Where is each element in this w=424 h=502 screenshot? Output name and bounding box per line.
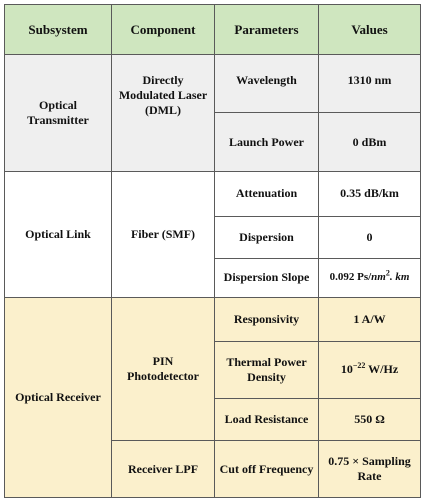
parameter-dispersion: Dispersion [215, 216, 319, 259]
value-attenuation: 0.35 dB/km [319, 172, 421, 217]
value-launch-power: 0 dBm [319, 113, 421, 172]
parameters-table [4, 4, 420, 498]
header-subsystem: Subsystem [5, 5, 112, 55]
parameter-thermal-power-density: Thermal Power Density [215, 342, 319, 399]
value-dispersion-slope-unit: nm [371, 271, 386, 284]
value-thermal-unit: W/Hz [365, 362, 399, 377]
value-thermal-exponent: −22 [352, 361, 366, 371]
subsystem-optical-link: Optical Link [5, 172, 112, 298]
component-fiber: Fiber (SMF) [112, 172, 215, 298]
value-dispersion-slope-prefix: 0.092 Ps/ [329, 271, 372, 284]
value-dispersion: 0 [319, 216, 421, 259]
parameter-responsivity: Responsivity [215, 297, 319, 342]
table-row [5, 54, 421, 113]
parameter-load-resistance: Load Resistance [215, 398, 319, 441]
value-wavelength: 1310 nm [319, 54, 421, 113]
value-dispersion-slope [319, 259, 421, 297]
header-row [5, 5, 421, 55]
value-responsivity: 1 A/W [319, 297, 421, 342]
value-dispersion-slope-tail: . km [389, 271, 410, 284]
value-load-resistance: 550 Ω [319, 398, 421, 441]
parameter-cut-off-frequency: Cut off Frequency [215, 441, 319, 498]
subsystem-optical-receiver: Optical Receiver [5, 297, 112, 498]
header-values: Values [319, 5, 421, 55]
component-pin-photodetector: PIN Photodetector [112, 297, 215, 441]
subsystem-optical-transmitter: Optical Transmitter [5, 54, 112, 171]
table-row [5, 172, 421, 217]
table-row [5, 297, 421, 342]
parameter-launch-power: Launch Power [215, 113, 319, 172]
parameter-attenuation: Attenuation [215, 172, 319, 217]
value-thermal-base: 10 [340, 362, 353, 377]
parameter-dispersion-slope: Dispersion Slope [215, 259, 319, 297]
component-dml: Directly Modulated Laser (DML) [112, 54, 215, 171]
header-parameters: Parameters [215, 5, 319, 55]
component-receiver-lpf: Receiver LPF [112, 441, 215, 498]
parameter-wavelength: Wavelength [215, 54, 319, 113]
value-dispersion-slope-exponent: 2 [385, 268, 390, 278]
value-cut-off-frequency: 0.75 × Sampling Rate [319, 441, 421, 498]
header-component: Component [112, 5, 215, 55]
value-thermal-power-density [319, 342, 421, 399]
